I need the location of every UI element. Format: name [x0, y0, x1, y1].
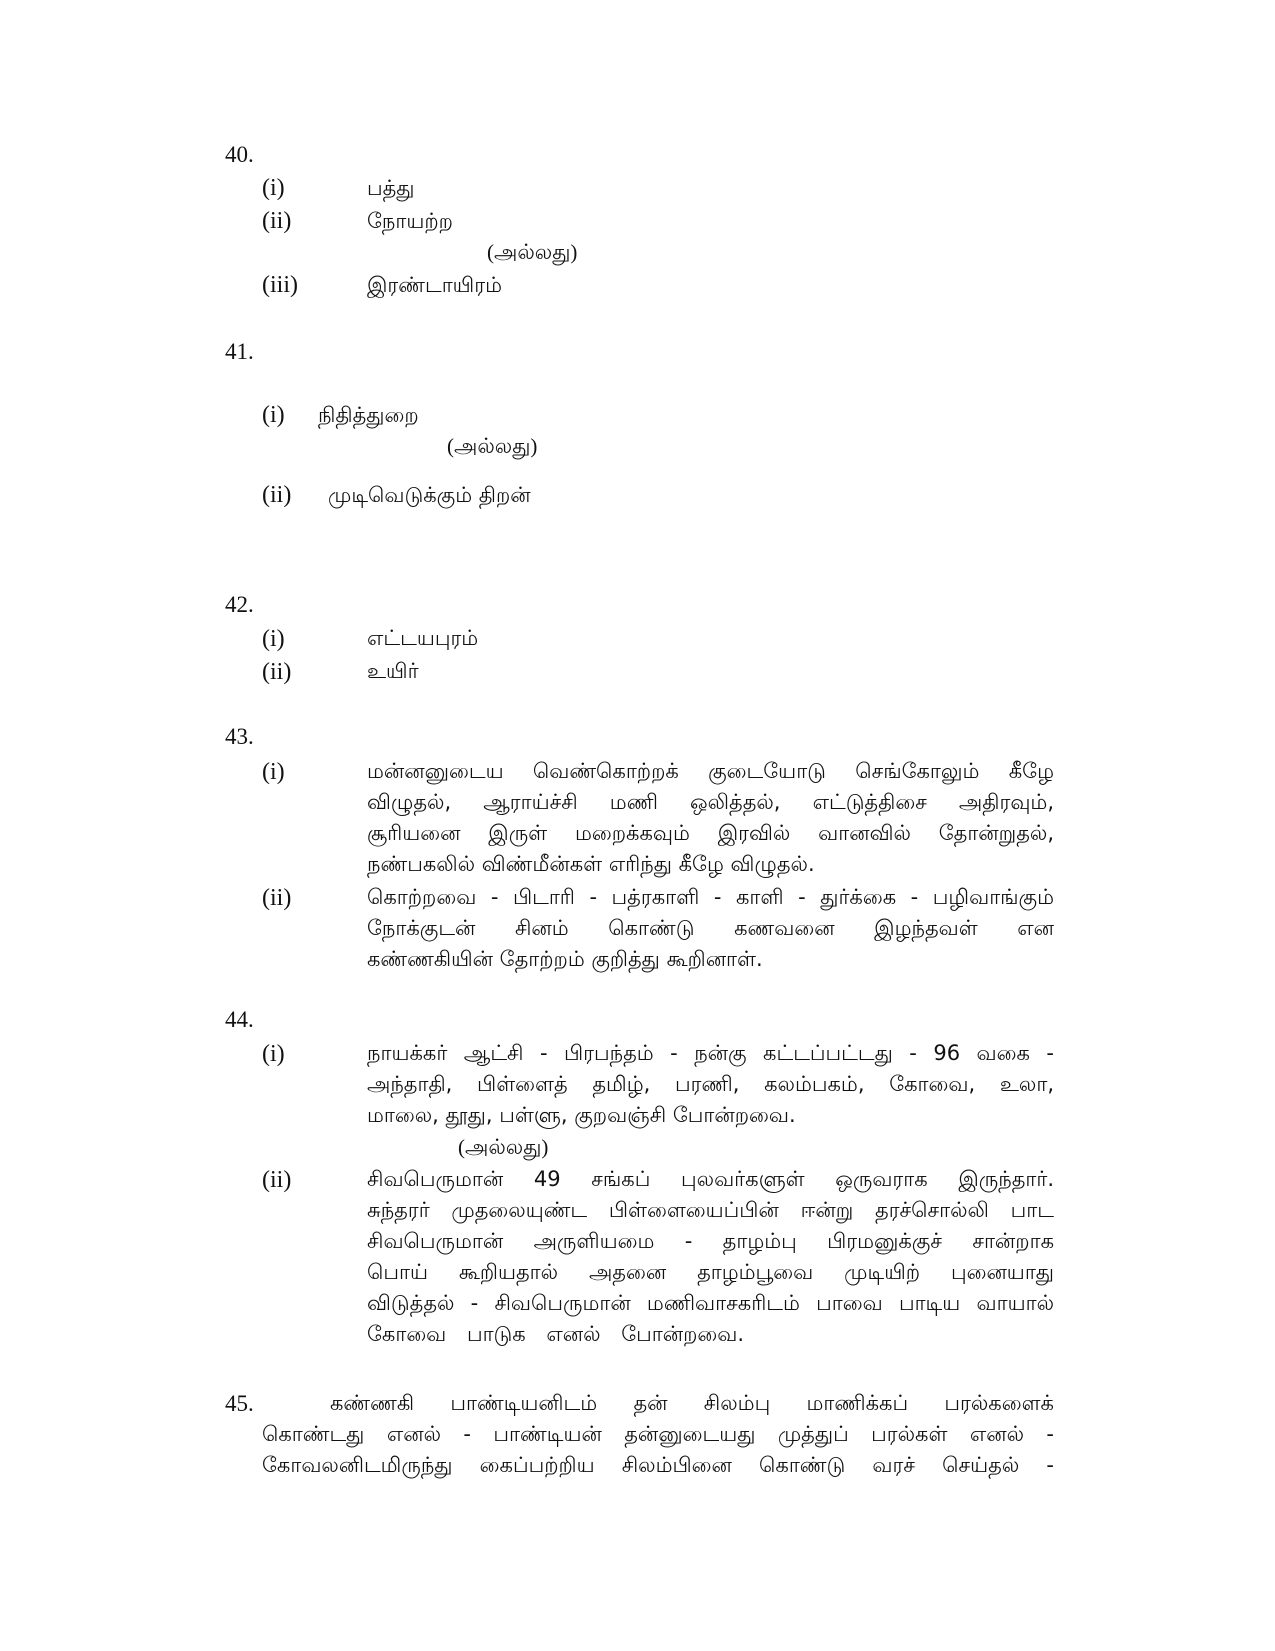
q43-item-i-line: நண்பகலில் விண்மீன்கள் எரிந்து கீழே விழுதல்.: [367, 852, 815, 876]
q40-item-ii-text: நோயற்ற: [367, 209, 453, 233]
q41-item-ii-text: முடிவெடுக்கும் திறன்: [328, 483, 531, 507]
q40-item-i-text: பத்து: [367, 176, 415, 200]
q44-item-ii-line: சிவபெருமான் 49 சங்கப் புலவர்களுள் ஒருவராக இருந்தார்.: [367, 1167, 1054, 1191]
q44-item-ii-line: சிவபெருமான் அருளியமை - தாழம்பு பிரமனுக்குச் சான்றாக: [367, 1229, 1054, 1253]
q44-or-text: (அல்லது): [458, 1135, 549, 1159]
q44-item-ii-line: கோவை பாடுக எனல் போன்றவை.: [367, 1322, 745, 1346]
q41-item-i-label: (i): [262, 402, 285, 428]
q42-item-i-label: (i): [262, 626, 285, 652]
q44-item-i-line: நாயக்கர் ஆட்சி - பிரபந்தம் - நன்கு கட்டப்பட்டது - 96 வகை -: [367, 1041, 1054, 1065]
q43-item-ii-label: (ii): [262, 885, 292, 911]
q44-item-i-label: (i): [262, 1041, 285, 1067]
q40-or-text: (அல்லது): [487, 240, 578, 264]
q43-item-i-line: சூரியனை இருள் மறைக்கவும் இரவில் வானவில் தோன்றுதல்,: [367, 821, 1054, 845]
q41-item-ii-label: (ii): [262, 482, 292, 508]
q40-item-iii-label: (iii): [262, 272, 298, 298]
q44-item-ii-line: பொய் கூறியதால் அதனை தாழம்பூவை முடியிற் புனையாது: [367, 1260, 1054, 1284]
q40-item-iii-text: இரண்டாயிரம்: [367, 273, 502, 297]
q40-item-ii-label: (ii): [262, 208, 292, 234]
q44-item-i-line: அந்தாதி, பிள்ளைத் தமிழ், பரணி, கலம்பகம், கோவை, உலா,: [367, 1072, 1054, 1096]
q42-item-ii-text: உயிர்: [367, 659, 419, 683]
q44-item-i-line: மாலை, தூது, பள்ளு, குறவஞ்சி போன்றவை.: [367, 1103, 796, 1127]
q42-item-i-text: எட்டயபுரம்: [367, 626, 479, 650]
q45-line: கண்ணகி பாண்டியனிடம் தன் சிலம்பு மாணிக்கப் பரல்களைக்: [330, 1391, 1054, 1415]
question-number-40: 40.: [225, 142, 254, 167]
question-number-44: 44.: [225, 1007, 254, 1032]
question-number-45: 45.: [225, 1391, 254, 1416]
q43-item-i-line: மன்னனுடைய வெண்கொற்றக் குடையோடு செங்கோலும் கீழே: [367, 759, 1054, 783]
q43-item-ii-line: கண்ணகியின் தோற்றம் குறித்து கூறினாள்.: [367, 947, 763, 971]
q45-line: கொண்டது எனல் - பாண்டியன் தன்னுடையது முத்துப் பரல்கள் எனல் -: [262, 1422, 1054, 1446]
question-number-42: 42.: [225, 592, 254, 617]
q43-item-ii-line: கொற்றவை - பிடாரி - பத்ரகாளி - காளி - துர்க்கை - பழிவாங்கும்: [367, 885, 1054, 909]
question-number-41: 41.: [225, 339, 254, 364]
q42-item-ii-label: (ii): [262, 659, 292, 685]
q43-item-i-label: (i): [262, 759, 285, 785]
question-number-43: 43.: [225, 724, 254, 749]
q41-item-i-text: நிதித்துறை: [318, 403, 419, 427]
q44-item-ii-line: விடுத்தல் - சிவபெருமான் மணிவாசகரிடம் பாவை பாடிய வாயால்: [367, 1291, 1054, 1315]
q41-or-text: (அல்லது): [447, 434, 538, 458]
q40-item-i-label: (i): [262, 175, 285, 201]
q44-item-ii-line: சுந்தரர் முதலையுண்ட பிள்ளையைப்பின் ஈன்று தரச்சொல்லி பாட: [367, 1198, 1054, 1222]
q43-item-i-line: விழுதல், ஆராய்ச்சி மணி ஒலித்தல், எட்டுத்திசை அதிரவும்,: [367, 790, 1054, 814]
q44-item-ii-label: (ii): [262, 1167, 292, 1193]
q45-line: கோவலனிடமிருந்து கைப்பற்றிய சிலம்பினை கொண்டு வரச் செய்தல் -: [262, 1453, 1054, 1477]
q43-item-ii-line: நோக்குடன் சினம் கொண்டு கணவனை இழந்தவள் என: [367, 916, 1054, 940]
